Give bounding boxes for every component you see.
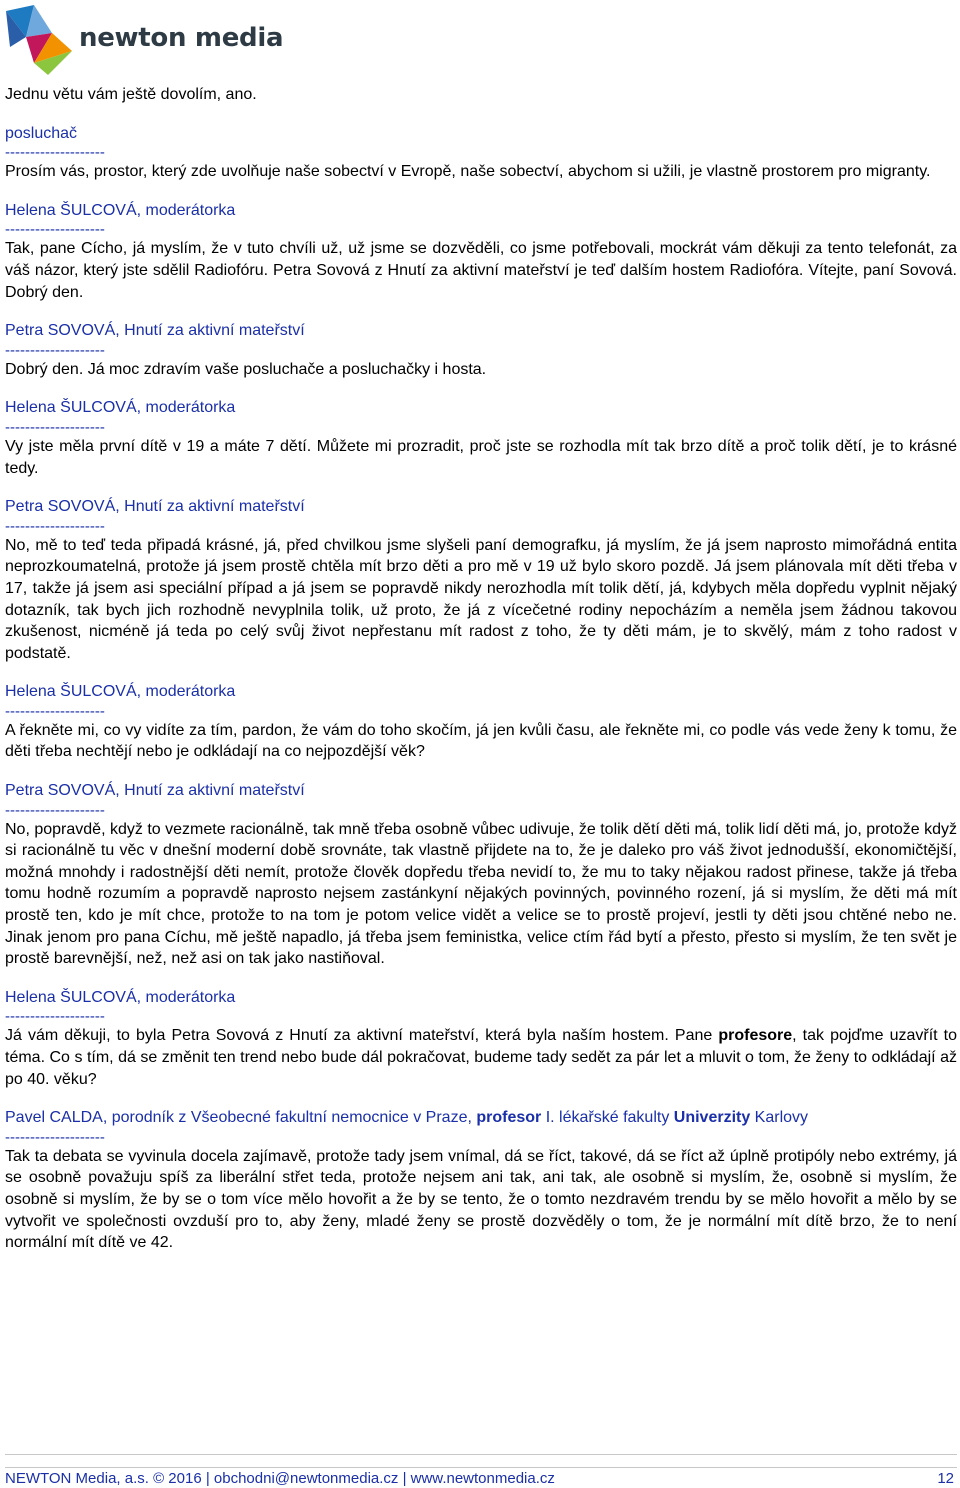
page-footer — [5, 1467, 957, 1488]
logo-wordmark: newton media — [79, 23, 284, 53]
utterance-text: Tak ta debata se vyvinula docela zajímavě, protože tady jsem vnímal, dá se říct, takové, dá se říct až úplně protipóly nebo extrémy, já se osobně považuju spíš za liberální střet teda, protože nejsem ani tak, ani tak, ale osobně si myslím, že, osobně si myslím, že osobně si myslím, že by se o tom více mělo hovořit a že by se tento, že o tomto nezdravém trendu by se mělo hovořit a mělo by se vytvořit ve společnosti ovzduší pro to, aby ženy, mladé ženy se prostě dozvěděly o tom, že je normální mít dítě brzo, že to není normální mít dítě ve 42. — [5, 1147, 957, 1252]
utterance-text-part: , tak pojďme uzavřít to téma. Co s tím, dá se změnit ten trend nebo bude dál pokračovat, budeme tady sedět za pár let a mluvit o tom, že ženy to odkládají až po 40. věku? — [5, 1027, 958, 1088]
speaker-name-part: I. lékařské fakulty — [541, 1109, 674, 1127]
speaker-name: Helena ŠULCOVÁ, moderátorka — [5, 399, 236, 417]
speaker-divider: -------------------- — [5, 1008, 105, 1026]
transcript-turn — [5, 123, 957, 183]
transcript-turn — [5, 780, 957, 970]
page-header — [4, 3, 284, 77]
speaker-name: Helena ŠULCOVÁ, moderátorka — [5, 683, 236, 701]
speaker-name: Petra SOVOVÁ, Hnutí za aktivní mateřství — [5, 322, 305, 340]
page-number: 12 — [937, 1470, 954, 1487]
utterance-text: No, mě to teď teda připadá krásné, já, před chvilkou jsme slyšeli paní demografku, já myslím, že já jsem naprosto mimořádná entita neprozkoumatelná, protože já jsem prostě chtěla mít brzo děti a pro mě v 19 už bylo skoro pozdě. Já jsem plánovala mít děti třeba v 17, takže já jsem asi speciální případ a já jsem se popravdě nikdy nerozhodla mít tolik dětí, já, kdybych měla dopředu vyplnit nějaký dotazník, tak bych jich rozhodně nevyplnila tolik, už proto, že já z vícečetné rodiny nepocházím a neměla jsem žádnou takovou zkušenost, nicméně já teda po celý svůj život nepřestanu mít radost z toho, že ty děti mám, je to skvělý, mám z toho radost v podstatě. — [5, 536, 957, 662]
utterance-text: Prosím vás, prostor, který zde uvolňuje naše sobectví v Evropě, naše sobectví, abychom si užili, je vlastně prostorem pro migranty. — [5, 163, 931, 181]
speaker-name-part: profesor — [476, 1109, 542, 1127]
transcript — [5, 84, 957, 1271]
speaker-name: Petra SOVOVÁ, Hnutí za aktivní mateřství — [5, 498, 305, 516]
utterance-text: Dobrý den. Já moc zdravím vaše posluchače a posluchačky i hosta. — [5, 360, 487, 378]
lead-line: Jednu větu vám ještě dovolím, ano. — [5, 86, 257, 103]
speaker-name: posluchač — [5, 124, 78, 142]
speaker-divider: -------------------- — [5, 144, 105, 162]
utterance-text-part: Já vám děkuji, to byla Petra Sovová z Hnutí za aktivní mateřství, která byla naším hostem. Pane — [5, 1027, 719, 1045]
speaker-name-part: Pavel CALDA, porodník z Všeobecné fakultní nemocnice v Praze, — [5, 1109, 477, 1127]
transcript-turns — [5, 123, 957, 1254]
utterance-text: A řekněte mi, co vy vidíte za tím, pardon, že vám do toho skočím, já jen kvůli času, ale řekněte mi, co podle vás vede ženy k tomu, že děti třeba nechtějí nebo je odkládají na co nejpozdější věk? — [5, 721, 957, 761]
speaker-divider: -------------------- — [5, 418, 105, 436]
utterance-text: Tak, pane Cícho, já myslím, že v tuto chvíli už, už jsme se dozvěděli, co jsme potřebovali, mockrát vám děkuji za tento telefonát, za váš názor, který jste sdělil Radiofóru. Petra Sovová z Hnutí za aktivní mateřství je teď dalším hostem Radiofóra. Vítejte, paní Sovová. Dobrý den. — [5, 240, 957, 301]
speaker-divider: -------------------- — [5, 221, 105, 239]
transcript-turn — [5, 1107, 957, 1254]
utterance-text — [5, 1025, 957, 1090]
newton-media-logo-icon — [4, 3, 76, 77]
footer-rule — [5, 1454, 957, 1455]
transcript-turn — [5, 496, 957, 664]
speaker-divider: -------------------- — [5, 801, 105, 819]
transcript-turn — [5, 200, 957, 303]
speaker-name-part: Karlovy — [750, 1109, 809, 1127]
utterance-text: No, popravdě, když to vezmete racionálně, tak mně třeba osobně vůbec udivuje, že tolik dětí děti má, tolik lidí děti má, jo, protože když si racionálně tu věc v dnešní moderní době srovnáte, tak vlastně přijdete na to, že je daleko pro váš život jednodušší, ekonomičtější, možná mnohdy i radostnější děti nemít, protože člověk dopředu třeba nevidí to, že mu to taky nějakou radost přinese, takže já třeba tomu hodně rozumím a popravdě naprosto nejsem zastánkyní nějakých povinných, povinného rození, já si myslím, že děti má mít prostě ten, kdo je mít chce, protože to na tom je potom velice vidět a velice se to prostě projeví, jestli ty děti jsou chtěné nebo ne. Jinak jenom pro pana Cíchu, mě ještě napadlo, já třeba jsem feministka, velice ctím řád bytí a přesto, přesto si myslím, že ten svět je prostě barevnější, než, než asi on tak jako nastiňoval. — [5, 820, 957, 968]
speaker-divider: -------------------- — [5, 341, 105, 359]
transcript-turn — [5, 397, 957, 479]
speaker-name: Petra SOVOVÁ, Hnutí za aktivní mateřství — [5, 782, 305, 800]
transcript-turn — [5, 681, 957, 763]
speaker-divider: -------------------- — [5, 517, 105, 535]
speaker-name: Helena ŠULCOVÁ, moderátorka — [5, 988, 236, 1006]
transcript-turn — [5, 987, 957, 1090]
utterance-text: Vy jste měla první dítě v 19 a máte 7 dětí. Můžete mi prozradit, proč jste se rozhodla mít tak brzo dítě a proč tolik dětí, je to krásné tedy. — [5, 437, 957, 477]
speaker-name-part: Univerzity — [673, 1109, 751, 1127]
speaker-divider: -------------------- — [5, 1128, 105, 1146]
footer-contact: NEWTON Media, a.s. © 2016 | obchodni@newtonmedia.cz | www.newtonmedia.cz — [5, 1470, 555, 1487]
speaker-name: Helena ŠULCOVÁ, moderátorka — [5, 201, 236, 219]
speaker-divider: -------------------- — [5, 702, 105, 720]
speaker-name — [5, 1107, 957, 1129]
transcript-turn — [5, 320, 957, 380]
utterance-text-part: profesore — [718, 1027, 793, 1045]
